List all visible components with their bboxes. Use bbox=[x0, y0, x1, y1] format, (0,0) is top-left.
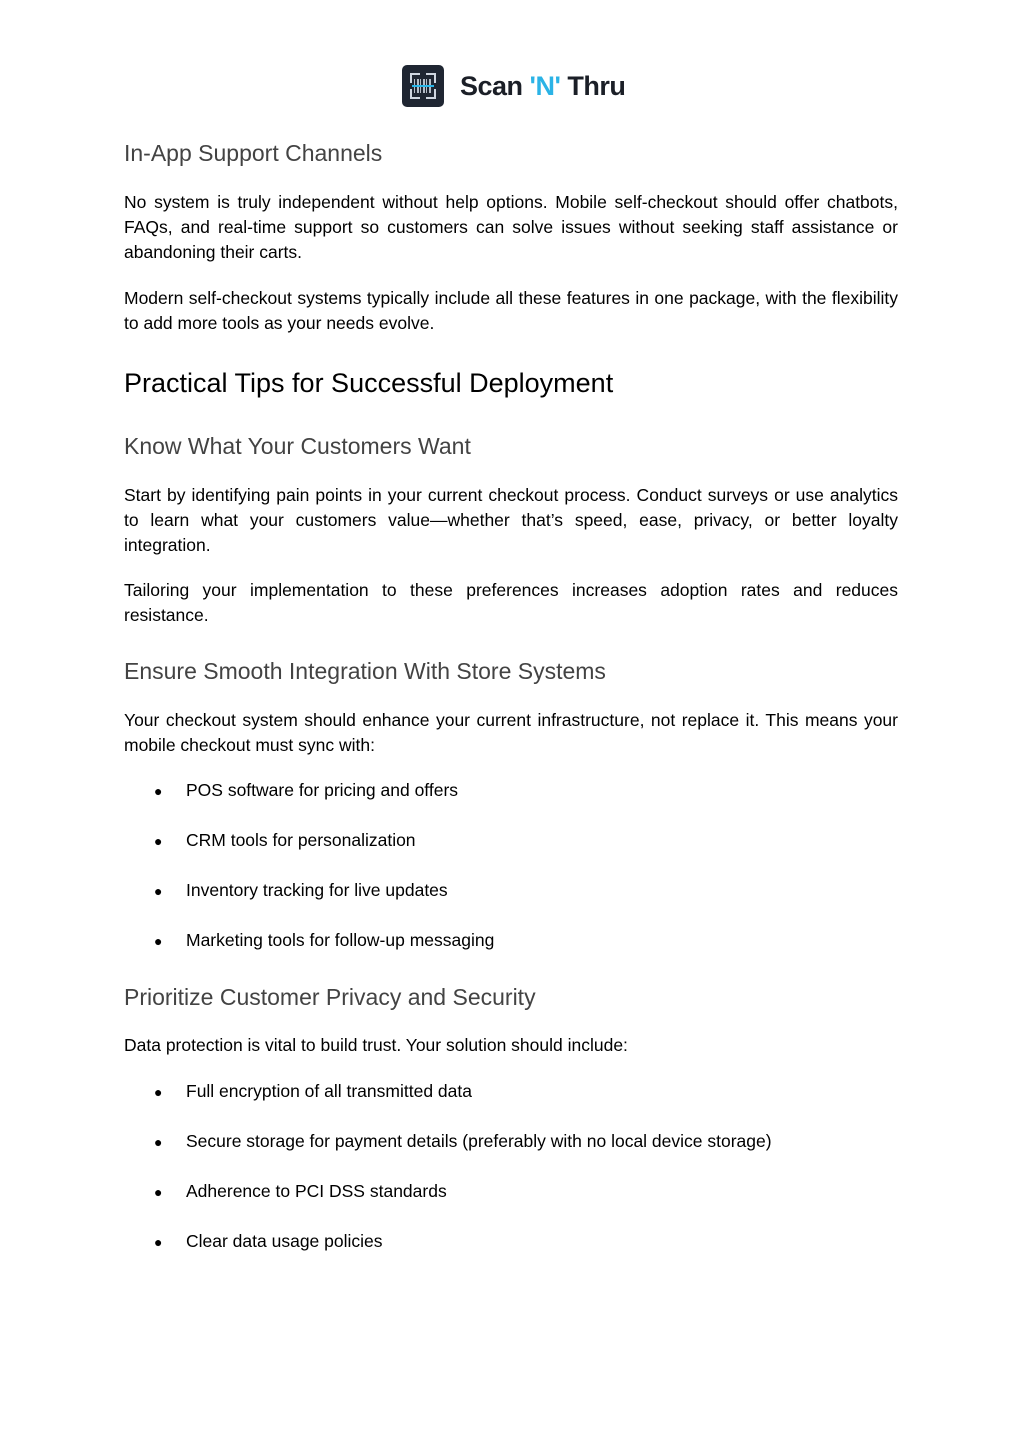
bullet-icon: ● bbox=[154, 883, 163, 899]
paragraph-know-1: Start by identifying pain points in your current checkout process. Conduct surveys or use analytics to learn what your customers value—whether that’s speed, ease, privacy, or better loyalty integration. bbox=[124, 485, 898, 555]
heading-in-app-support: In-App Support Channels bbox=[124, 140, 383, 166]
list-item: ● Inventory tracking for live updates bbox=[154, 878, 448, 904]
list-item: ● Adherence to PCI DSS standards bbox=[154, 1179, 447, 1205]
bullet-icon: ● bbox=[154, 833, 163, 849]
bullet-icon: ● bbox=[154, 1184, 163, 1200]
list-item: ● Clear data usage policies bbox=[154, 1229, 383, 1255]
heading-integration: Ensure Smooth Integration With Store Systems bbox=[124, 658, 606, 684]
paragraph-integration-1: Your checkout system should enhance your current infrastructure, not replace it. This means your mobile checkout must sync with: bbox=[124, 710, 898, 755]
heading-know-customers: Know What Your Customers Want bbox=[124, 433, 471, 459]
bullet-icon: ● bbox=[154, 933, 163, 949]
list-item: ● Secure storage for payment details (preferably with no local device storage) bbox=[154, 1129, 772, 1155]
bullet-icon: ● bbox=[154, 1134, 163, 1150]
heading-privacy-security: Prioritize Customer Privacy and Security bbox=[124, 984, 536, 1010]
paragraph-in-app-1: No system is truly independent without help options. Mobile self-checkout should offer chatbots, FAQs, and real-time support so customers can solve issues without seeking staff assistance or abandoning their carts. bbox=[124, 192, 898, 262]
list-item: ● Marketing tools for follow-up messaging bbox=[154, 928, 494, 954]
list-item: ● CRM tools for personalization bbox=[154, 828, 416, 854]
paragraph-privacy-1: Data protection is vital to build trust. Your solution should include: bbox=[124, 1035, 628, 1055]
list-item: ● Full encryption of all transmitted data bbox=[154, 1079, 472, 1105]
bullet-icon: ● bbox=[154, 1234, 163, 1250]
heading-practical-tips: Practical Tips for Successful Deployment bbox=[124, 368, 614, 398]
bullet-icon: ● bbox=[154, 783, 163, 799]
bullet-icon: ● bbox=[154, 1084, 163, 1100]
paragraph-know-2: Tailoring your implementation to these preferences increases adoption rates and reduces resistance. bbox=[124, 580, 898, 625]
paragraph-in-app-2: Modern self-checkout systems typically include all these features in one package, with the flexibility to add more tools as your needs evolve. bbox=[124, 288, 898, 333]
list-item: ● POS software for pricing and offers bbox=[154, 778, 458, 804]
brand-name: Scan 'N' Thru bbox=[460, 71, 626, 101]
brand-logo bbox=[402, 65, 625, 107]
barcode-scan-icon bbox=[402, 65, 444, 107]
